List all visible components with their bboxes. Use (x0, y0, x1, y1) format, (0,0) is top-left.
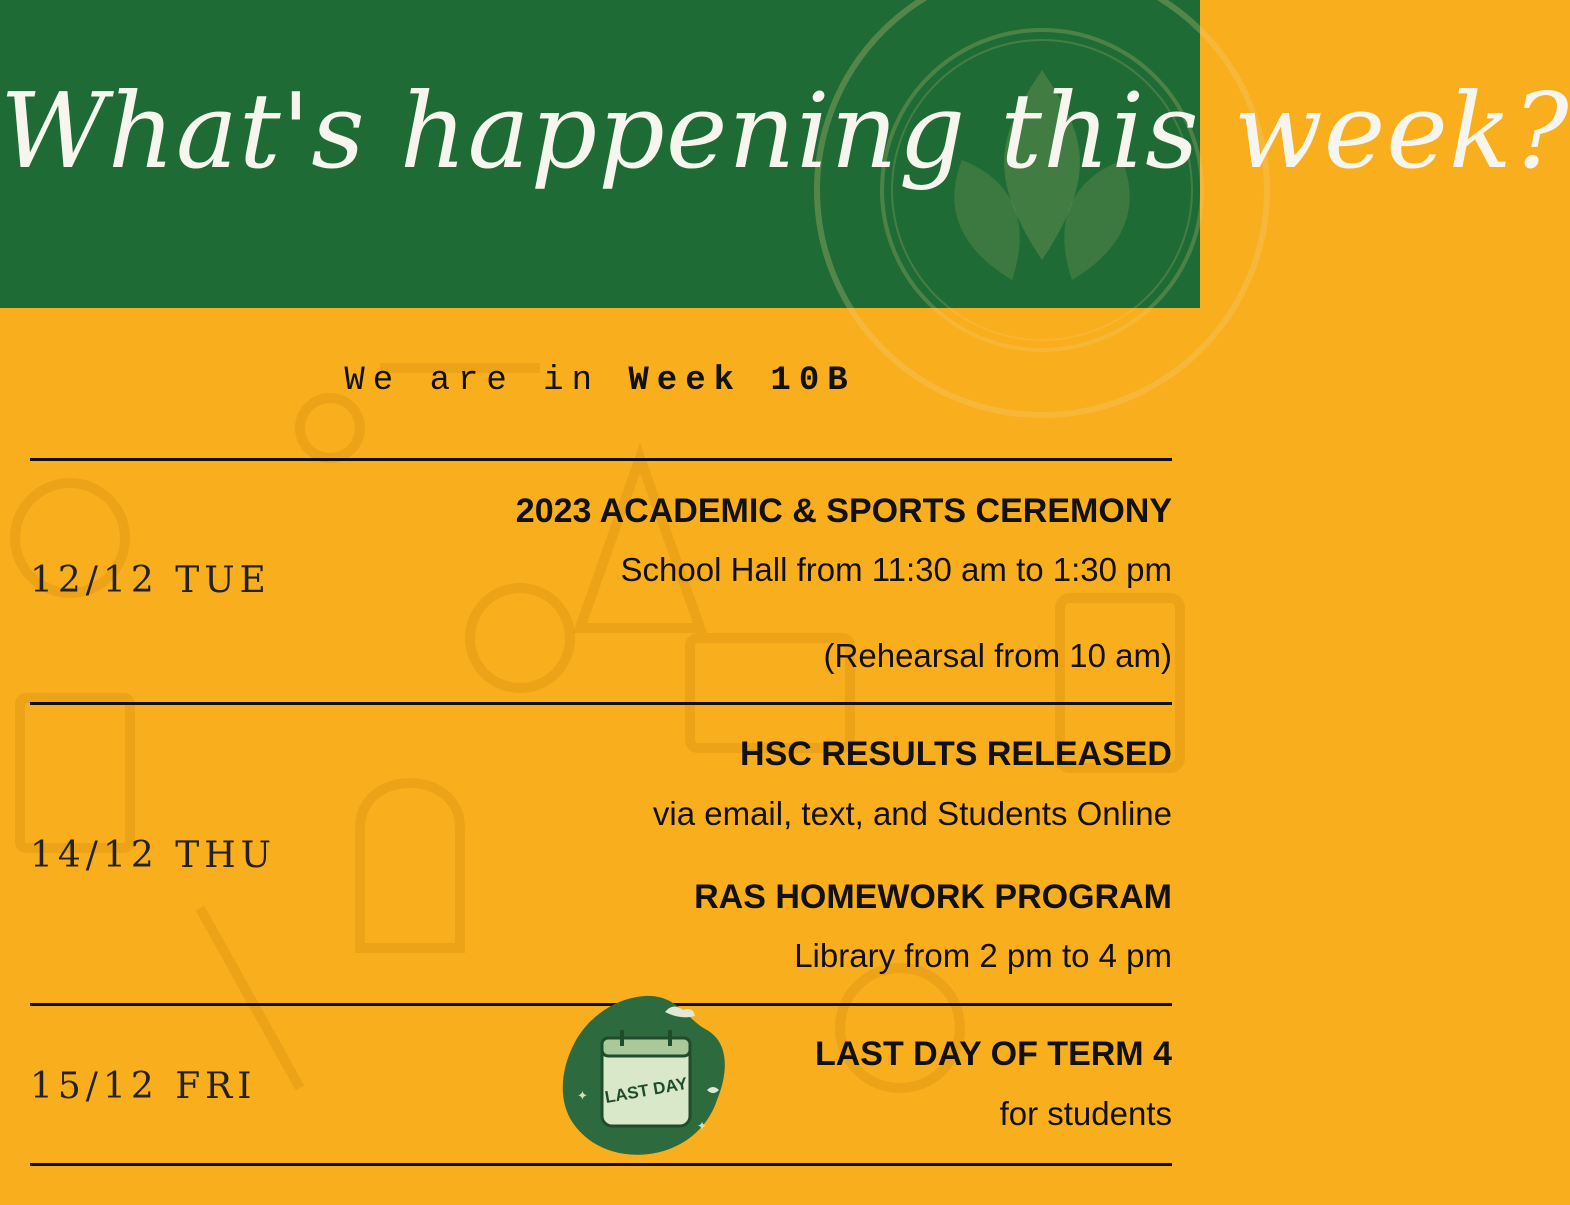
event-detail-ceremony-time: School Hall from 11:30 am to 1:30 pm (620, 551, 1172, 588)
event-detail-rehearsal: (Rehearsal from 10 am) (823, 637, 1172, 674)
page-title: What's happening this week? (0, 70, 1570, 192)
week-prefix: We are in (344, 362, 600, 400)
event-detail-last-day: for students (999, 1095, 1172, 1132)
divider (30, 702, 1172, 705)
week-banner (0, 362, 1200, 400)
svg-text:✦: ✦ (577, 1089, 588, 1104)
event-date-thu: 14/12 THU (30, 835, 276, 876)
divider (30, 458, 1172, 461)
event-detail-hsc: via email, text, and Students Online (652, 795, 1172, 832)
event-title-last-day: LAST DAY OF TERM 4 (814, 1035, 1172, 1073)
event-title-ceremony: 2023 ACADEMIC & SPORTS CEREMONY (515, 492, 1172, 530)
event-title-ras: RAS HOMEWORK PROGRAM (694, 878, 1172, 916)
svg-text:✦: ✦ (697, 1119, 708, 1133)
event-date-tue: 12/12 TUE (30, 560, 271, 601)
event-detail-ras: Library from 2 pm to 4 pm (794, 937, 1172, 974)
divider (30, 1163, 1172, 1166)
calendar-icon (557, 990, 732, 1160)
week-label: Week 10B (628, 362, 856, 400)
badge-text: LAST DAY (603, 1073, 689, 1108)
event-title-hsc: HSC RESULTS RELEASED (740, 735, 1172, 773)
event-date-fri: 15/12 FRI (30, 1066, 257, 1107)
header-banner (0, 0, 1570, 308)
